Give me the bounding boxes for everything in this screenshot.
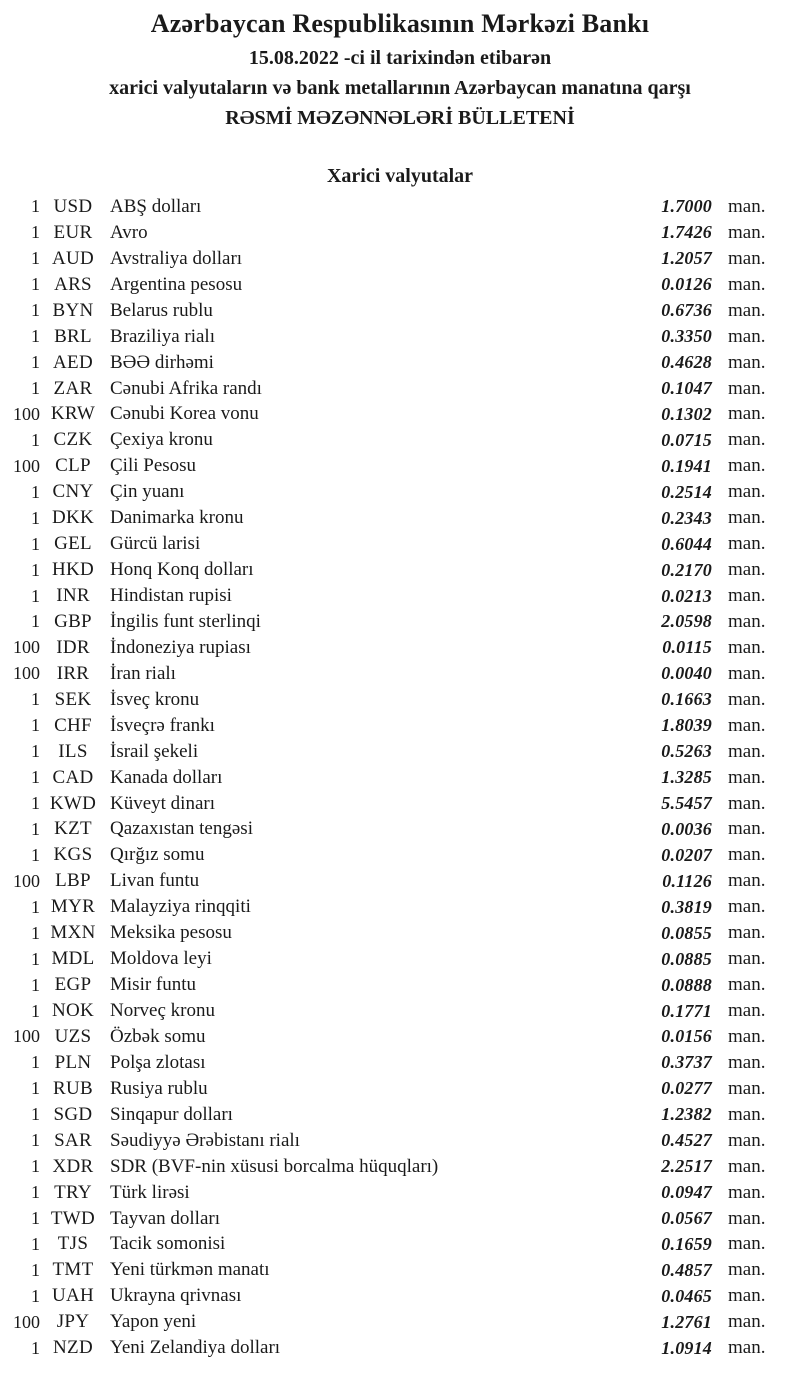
- rate-value: 5.5457: [661, 793, 712, 814]
- table-row: [0, 868, 800, 894]
- currency-name: Moldova leyi: [110, 948, 212, 970]
- currency-quantity: 100: [13, 663, 40, 684]
- currency-quantity: 1: [31, 585, 40, 606]
- table-row: [0, 557, 800, 583]
- currency-quantity: 1: [31, 1156, 40, 1177]
- table-row: [0, 1076, 800, 1102]
- currency-code: IRR: [56, 662, 90, 684]
- rate-unit-label: man.: [728, 247, 766, 269]
- rate-value: 0.0207: [661, 844, 712, 865]
- currency-name: Belarus rublu: [110, 299, 213, 321]
- currency-code: KRW: [50, 403, 96, 425]
- rate-unit-label: man.: [728, 533, 766, 555]
- rate-value: 0.0888: [661, 974, 712, 995]
- document-header: [0, 8, 800, 133]
- currency-name: Rusiya rublu: [110, 1077, 208, 1099]
- table-row: [0, 1257, 800, 1283]
- section-title-foreign-currencies: Xarici valyutalar: [326, 165, 474, 187]
- currency-code: BYN: [52, 299, 94, 321]
- currency-code: EUR: [53, 221, 93, 243]
- rate-value: 1.2761: [661, 1311, 712, 1332]
- currency-name: Hindistan rupisi: [110, 585, 232, 607]
- rate-unit-label: man.: [728, 403, 766, 425]
- currency-quantity: 1: [31, 1130, 40, 1151]
- currency-code: JPY: [56, 1311, 90, 1333]
- table-row: [0, 635, 800, 661]
- rate-unit-label: man.: [728, 844, 766, 866]
- currency-name: Yeni Zelandiya dolları: [110, 1337, 281, 1359]
- currency-code: CAD: [52, 766, 94, 788]
- rate-unit-label: man.: [728, 1077, 766, 1099]
- rate-unit-label: man.: [728, 585, 766, 607]
- table-row: [0, 687, 800, 713]
- table-row: [0, 246, 800, 272]
- currency-name: Avro: [110, 221, 148, 243]
- currency-code: CZK: [53, 429, 93, 451]
- currency-name: Gürcü larisi: [110, 533, 201, 555]
- currency-quantity: 1: [31, 844, 40, 865]
- subject-line: xarici valyutaların və bank metallarının Azərbaycan manatına qarşı: [109, 77, 691, 99]
- currency-code: HKD: [51, 559, 95, 581]
- table-row: [0, 920, 800, 946]
- currency-name: Tayvan dolları: [110, 1207, 220, 1229]
- currency-quantity: 100: [13, 870, 40, 891]
- rate-value: 0.3819: [661, 896, 712, 917]
- rate-value: 1.7426: [661, 222, 712, 243]
- currency-quantity: 1: [31, 922, 40, 943]
- table-row: [0, 817, 800, 843]
- currency-code: TMT: [52, 1259, 94, 1281]
- currency-code: TRY: [54, 1181, 92, 1203]
- currency-quantity: 1: [31, 559, 40, 580]
- rate-value: 0.0567: [661, 1208, 712, 1229]
- currency-quantity: 1: [31, 222, 40, 243]
- currency-quantity: 1: [31, 1259, 40, 1280]
- rate-unit-label: man.: [728, 1129, 766, 1151]
- currency-name: Ukrayna qrivnası: [110, 1285, 242, 1307]
- table-row: [0, 791, 800, 817]
- currency-name: İran rialı: [110, 662, 176, 684]
- bank-title: Azərbaycan Respublikasının Mərkəzi Bankı: [150, 9, 650, 38]
- rate-value: 0.0213: [661, 585, 712, 606]
- rate-value: 1.2382: [661, 1104, 712, 1125]
- rate-unit-label: man.: [728, 1025, 766, 1047]
- currency-quantity: 1: [31, 1104, 40, 1125]
- rate-unit-label: man.: [728, 1207, 766, 1229]
- currency-code: XDR: [52, 1155, 94, 1177]
- rate-value: 0.1659: [661, 1233, 712, 1254]
- currency-quantity: 1: [31, 896, 40, 917]
- currency-quantity: 100: [13, 455, 40, 476]
- rate-value: 0.0465: [661, 1285, 712, 1306]
- currency-code: NZD: [53, 1337, 93, 1359]
- rate-value: 2.2517: [661, 1156, 712, 1177]
- rate-unit-label: man.: [728, 714, 766, 736]
- currency-code: CNY: [52, 481, 94, 503]
- currency-name: Kanada dolları: [110, 766, 223, 788]
- currency-code: AED: [53, 351, 93, 373]
- rate-unit-label: man.: [728, 974, 766, 996]
- rate-value: 0.2514: [661, 481, 712, 502]
- currency-name: Danimarka kronu: [110, 507, 244, 529]
- rate-value: 2.0598: [661, 611, 712, 632]
- rate-unit-label: man.: [728, 377, 766, 399]
- currency-code: GEL: [54, 533, 92, 555]
- rate-unit-label: man.: [728, 195, 766, 217]
- currency-quantity: 1: [31, 1233, 40, 1254]
- currency-name: Qazaxıstan tengəsi: [110, 818, 253, 840]
- currency-quantity: 1: [31, 1052, 40, 1073]
- table-row: [0, 739, 800, 765]
- currency-name: Çin yuanı: [110, 481, 185, 503]
- currency-quantity: 1: [31, 611, 40, 632]
- currency-name: İndoneziya rupiası: [110, 636, 251, 658]
- currency-quantity: 1: [31, 767, 40, 788]
- rate-unit-label: man.: [728, 1181, 766, 1203]
- table-row: [0, 479, 800, 505]
- rate-value: 0.1047: [661, 378, 712, 399]
- table-row: [0, 453, 800, 479]
- table-row: [0, 765, 800, 791]
- currency-code: INR: [56, 585, 90, 607]
- currency-name: Çili Pesosu: [110, 455, 197, 477]
- currency-quantity: 1: [31, 741, 40, 762]
- rate-unit-label: man.: [728, 688, 766, 710]
- currency-name: İsveçrə frankı: [110, 714, 215, 736]
- rate-unit-label: man.: [728, 299, 766, 321]
- currency-quantity: 1: [31, 481, 40, 502]
- currency-quantity: 1: [31, 689, 40, 710]
- table-row: [0, 324, 800, 350]
- rate-value: 0.0156: [661, 1026, 712, 1047]
- table-row: [0, 1335, 800, 1361]
- table-row: [0, 272, 800, 298]
- currency-quantity: 1: [31, 274, 40, 295]
- table-row: [0, 842, 800, 868]
- currency-name: Yapon yeni: [110, 1311, 197, 1333]
- rate-unit-label: man.: [728, 1103, 766, 1125]
- currency-name: Braziliya rialı: [110, 325, 215, 347]
- table-row: [0, 1050, 800, 1076]
- currency-quantity: 1: [31, 429, 40, 450]
- rate-value: 0.0855: [661, 922, 712, 943]
- table-row: [0, 1309, 800, 1335]
- rate-value: 0.1941: [661, 455, 712, 476]
- currency-name: Cənubi Afrika randı: [110, 377, 262, 399]
- currency-quantity: 100: [13, 403, 40, 424]
- currency-code: NOK: [51, 1000, 95, 1022]
- rate-value: 0.2170: [661, 559, 712, 580]
- table-row: [0, 583, 800, 609]
- rate-unit-label: man.: [728, 1285, 766, 1307]
- table-row: [0, 1232, 800, 1258]
- currency-quantity: 1: [31, 300, 40, 321]
- rate-value: 0.4857: [661, 1259, 712, 1280]
- rate-unit-label: man.: [728, 455, 766, 477]
- table-row: [0, 402, 800, 428]
- currency-quantity: 1: [31, 196, 40, 217]
- currency-code: EGP: [54, 974, 92, 996]
- rate-unit-label: man.: [728, 221, 766, 243]
- rate-value: 1.8039: [661, 715, 712, 736]
- rate-value: 1.0914: [661, 1337, 712, 1358]
- currency-code: ILS: [58, 740, 88, 762]
- rate-unit-label: man.: [728, 922, 766, 944]
- table-row: [0, 298, 800, 324]
- currency-quantity: 1: [31, 1208, 40, 1229]
- rate-unit-label: man.: [728, 766, 766, 788]
- currency-code: SAR: [54, 1129, 92, 1151]
- table-row: [0, 427, 800, 453]
- currency-quantity: 1: [31, 715, 40, 736]
- currency-code: TJS: [57, 1233, 89, 1255]
- rate-value: 0.0126: [661, 274, 712, 295]
- rate-unit-label: man.: [728, 870, 766, 892]
- currency-name: Sinqapur dolları: [110, 1103, 233, 1125]
- currency-name: Yeni türkmən manatı: [110, 1259, 270, 1281]
- currency-quantity: 1: [31, 507, 40, 528]
- rate-unit-label: man.: [728, 325, 766, 347]
- rate-value: 0.3350: [661, 326, 712, 347]
- rate-value: 0.4527: [661, 1130, 712, 1151]
- currency-quantity: 1: [31, 1000, 40, 1021]
- rate-unit-label: man.: [728, 1155, 766, 1177]
- rate-value: 1.3285: [661, 767, 712, 788]
- rate-value: 0.6736: [661, 300, 712, 321]
- exchange-rates-table: [0, 194, 800, 1361]
- table-row: [0, 661, 800, 687]
- rate-unit-label: man.: [728, 948, 766, 970]
- currency-name: Misir funtu: [110, 974, 197, 996]
- currency-code: ARS: [54, 273, 92, 295]
- currency-name: Küveyt dinarı: [110, 792, 216, 814]
- currency-code: MXN: [50, 922, 96, 944]
- rate-unit-label: man.: [728, 351, 766, 373]
- currency-code: LBP: [55, 870, 91, 892]
- rate-value: 0.1663: [661, 689, 712, 710]
- table-row: [0, 1102, 800, 1128]
- rate-unit-label: man.: [728, 273, 766, 295]
- currency-code: RUB: [53, 1077, 93, 1099]
- rate-value: 0.5263: [661, 741, 712, 762]
- currency-quantity: 1: [31, 1182, 40, 1203]
- currency-name: Özbək somu: [110, 1025, 206, 1047]
- currency-name: Tacik somonisi: [110, 1233, 226, 1255]
- rate-value: 0.2343: [661, 507, 712, 528]
- table-row: [0, 1206, 800, 1232]
- table-row: [0, 505, 800, 531]
- currency-code: UZS: [54, 1025, 92, 1047]
- table-row: [0, 713, 800, 739]
- currency-code: PLN: [54, 1051, 92, 1073]
- currency-name: Qırğız somu: [110, 844, 205, 866]
- currency-quantity: 1: [31, 793, 40, 814]
- table-row: [0, 894, 800, 920]
- currency-name: Avstraliya dolları: [110, 247, 243, 269]
- rate-unit-label: man.: [728, 559, 766, 581]
- currency-code: CLP: [55, 455, 91, 477]
- rate-unit-label: man.: [728, 1233, 766, 1255]
- currency-code: GBP: [54, 610, 92, 632]
- currency-code: UAH: [51, 1285, 95, 1307]
- bulletin-title: RƏSMİ MƏZƏNNƏLƏRİ BÜLLETENİ: [225, 107, 575, 129]
- table-row: [0, 972, 800, 998]
- rate-value: 0.1771: [661, 1000, 712, 1021]
- table-row: [0, 998, 800, 1024]
- rate-unit-label: man.: [728, 507, 766, 529]
- currency-name: Malayziya rinqqiti: [110, 896, 251, 918]
- currency-name: Çexiya kronu: [110, 429, 213, 451]
- currency-code: AUD: [51, 247, 95, 269]
- currency-code: TWD: [50, 1207, 96, 1229]
- currency-quantity: 1: [31, 1285, 40, 1306]
- currency-code: KZT: [54, 818, 92, 840]
- table-row: [0, 1283, 800, 1309]
- currency-quantity: 1: [31, 378, 40, 399]
- table-row: [0, 946, 800, 972]
- rate-value: 0.0277: [661, 1078, 712, 1099]
- currency-quantity: 1: [31, 248, 40, 269]
- rate-value: 0.6044: [661, 533, 712, 554]
- currency-quantity: 1: [31, 818, 40, 839]
- currency-quantity: 1: [31, 326, 40, 347]
- rate-unit-label: man.: [728, 1311, 766, 1333]
- currency-code: KGS: [53, 844, 93, 866]
- currency-name: İsrail şekeli: [110, 740, 199, 762]
- currency-code: KWD: [49, 792, 97, 814]
- rate-value: 0.4628: [661, 352, 712, 373]
- table-row: [0, 1128, 800, 1154]
- rate-value: 0.1302: [661, 403, 712, 424]
- currency-quantity: 1: [31, 948, 40, 969]
- currency-name: Polşa zlotası: [110, 1051, 206, 1073]
- rate-value: 0.0885: [661, 948, 712, 969]
- currency-code: DKK: [51, 507, 95, 529]
- currency-quantity: 1: [31, 1078, 40, 1099]
- rate-unit-label: man.: [728, 481, 766, 503]
- table-row: [0, 609, 800, 635]
- currency-name: BƏƏ dirhəmi: [110, 351, 214, 373]
- currency-code: MDL: [51, 948, 95, 970]
- rate-value: 0.3737: [661, 1052, 712, 1073]
- rate-value: 0.0036: [661, 818, 712, 839]
- currency-quantity: 1: [31, 352, 40, 373]
- rate-unit-label: man.: [728, 429, 766, 451]
- table-row: [0, 376, 800, 402]
- table-row: [0, 220, 800, 246]
- table-row: [0, 1024, 800, 1050]
- table-row: [0, 531, 800, 557]
- table-row: [0, 1154, 800, 1180]
- rate-unit-label: man.: [728, 1337, 766, 1359]
- rate-value: 1.7000: [661, 196, 712, 217]
- currency-quantity: 100: [13, 1311, 40, 1332]
- currency-name: İngilis funt sterlinqi: [110, 610, 261, 632]
- currency-name: Türk lirəsi: [110, 1181, 190, 1203]
- rate-unit-label: man.: [728, 818, 766, 840]
- rate-value: 0.0115: [662, 637, 712, 658]
- currency-code: CHF: [54, 714, 92, 736]
- currency-code: IDR: [56, 636, 90, 658]
- currency-quantity: 1: [31, 533, 40, 554]
- rate-value: 0.1126: [662, 870, 712, 891]
- currency-name: Meksika pesosu: [110, 922, 232, 944]
- rate-value: 0.0947: [661, 1182, 712, 1203]
- rate-unit-label: man.: [728, 1000, 766, 1022]
- table-row: [0, 194, 800, 220]
- currency-quantity: 100: [13, 1026, 40, 1047]
- currency-code: ZAR: [53, 377, 93, 399]
- currency-code: BRL: [54, 325, 92, 347]
- rate-unit-label: man.: [728, 1259, 766, 1281]
- rate-unit-label: man.: [728, 1051, 766, 1073]
- rate-unit-label: man.: [728, 610, 766, 632]
- rate-unit-label: man.: [728, 896, 766, 918]
- currency-code: SGD: [53, 1103, 93, 1125]
- rate-value: 1.2057: [661, 248, 712, 269]
- currency-code: MYR: [50, 896, 96, 918]
- currency-name: Livan funtu: [110, 870, 200, 892]
- currency-name: Honq Konq dolları: [110, 559, 254, 581]
- currency-quantity: 1: [31, 1337, 40, 1358]
- table-row: [0, 1180, 800, 1206]
- rate-unit-label: man.: [728, 740, 766, 762]
- currency-name: ABŞ dolları: [110, 195, 202, 217]
- currency-quantity: 1: [31, 974, 40, 995]
- rate-unit-label: man.: [728, 636, 766, 658]
- rate-value: 0.0715: [661, 429, 712, 450]
- rate-unit-label: man.: [728, 792, 766, 814]
- effective-date-line: 15.08.2022 -ci il tarixindən etibarən: [248, 47, 552, 69]
- currency-code: USD: [53, 195, 93, 217]
- currency-name: Argentina pesosu: [110, 273, 243, 295]
- table-row: [0, 350, 800, 376]
- currency-quantity: 100: [13, 637, 40, 658]
- currency-name: Səudiyyə Ərəbistanı rialı: [110, 1129, 300, 1151]
- rate-unit-label: man.: [728, 662, 766, 684]
- currency-name: Cənubi Korea vonu: [110, 403, 259, 425]
- currency-name: SDR (BVF-nin xüsusi borcalma hüquqları): [110, 1155, 439, 1177]
- currency-name: Norveç kronu: [110, 1000, 215, 1022]
- currency-name: İsveç kronu: [110, 688, 200, 710]
- rate-value: 0.0040: [661, 663, 712, 684]
- currency-code: SEK: [54, 688, 92, 710]
